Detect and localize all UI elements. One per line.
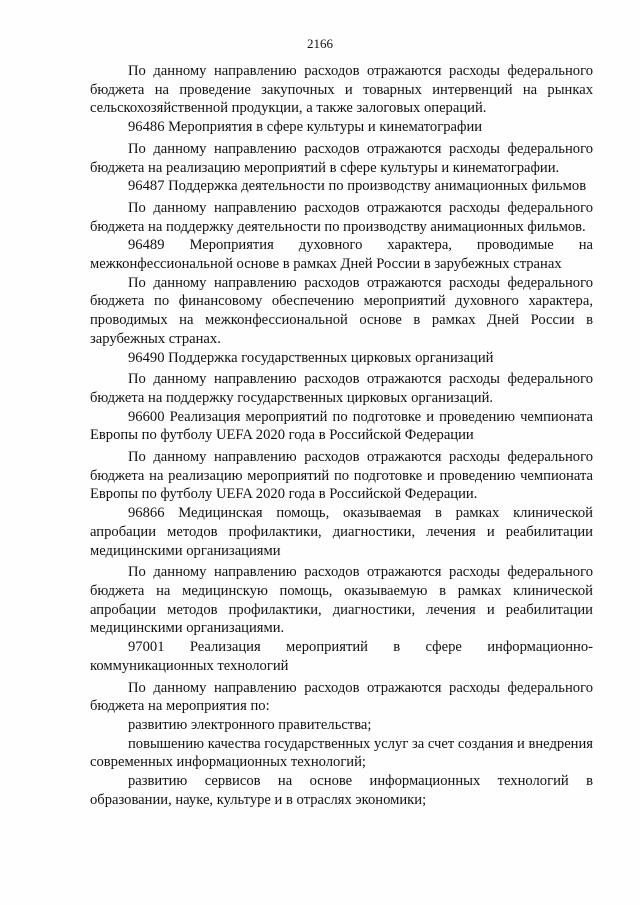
paragraph: 96486 Мероприятия в сфере культуры и кинематографии — [128, 119, 483, 136]
paragraph: По данному направлению расходов отражаются расходы федерального бюджета на медицинскую помощь, оказываемую в рамках клинической апробации методов профилактики, диагностики, лечения и реабилитации медицинскими организациями. — [90, 564, 593, 637]
paragraph: По данному направлению расходов отражаются расходы федерального бюджета по финансовому обеспечению мероприятий духовного характера, проводимых на межконфессиональной основе в рамках Дней России в зарубежных странах. — [90, 274, 593, 347]
paragraph: По данному направлению расходов отражаются расходы федерального бюджета на проведение закупочных и товарных интервенций на рынках сельскохозяйственной продукции, а также залоговых операций. — [90, 63, 593, 117]
paragraph: повышению качества государственных услуг за счет создания и внедрения современных информационных технологий; — [90, 735, 594, 771]
paragraph: 96490 Поддержка государственных цирковых организаций — [128, 349, 494, 366]
page-number: 2166 — [307, 36, 333, 51]
paragraph: 96489 Мероприятия духовного характера, проводимые на межконфессиональной основе в рамках Дней России в зарубежных странах — [90, 237, 593, 273]
document-body — [90, 62, 593, 809]
paragraph: По данному направлению расходов отражаются расходы федерального бюджета на мероприятия по: — [90, 679, 593, 715]
paragraph: 96866 Медицинская помощь, оказываемая в рамках клинической апробации методов профилактики, диагностики, лечения и реабилитации медицинскими организациями — [90, 505, 593, 559]
paragraph: По данному направлению расходов отражаются расходы федерального бюджета на поддержку государственных цирковых организаций. — [90, 371, 593, 406]
paragraph: По данному направлению расходов отражаются расходы федерального бюджета на реализацию мероприятий по подготовке и проведению чемпионата Европы по футболу UEFA 2020 года в Российской Федерации. — [90, 449, 593, 503]
paragraph: По данному направлению расходов отражаются расходы федерального бюджета на поддержку деятельности по производству анимационных фильмов. — [90, 199, 593, 235]
paragraph: 97001 Реализация мероприятий в сфере информационно-коммуникационных технологий — [90, 639, 593, 674]
paragraph: развитию электронного правительства; — [128, 716, 372, 733]
paragraph: 96487 Поддержка деятельности по производству анимационных фильмов — [128, 178, 587, 195]
paragraph: 96600 Реализация мероприятий по подготовке и проведению чемпионата Европы по футболу UEFA 2020 года в Российской Федерации — [90, 408, 593, 444]
paragraph: По данному направлению расходов отражаются расходы федерального бюджета на реализацию мероприятий в сфере культуры и кинематографии. — [90, 140, 593, 176]
paragraph: развитию сервисов на основе информационных технологий в образовании, науке, культуре и в отраслях экономики; — [90, 773, 593, 808]
